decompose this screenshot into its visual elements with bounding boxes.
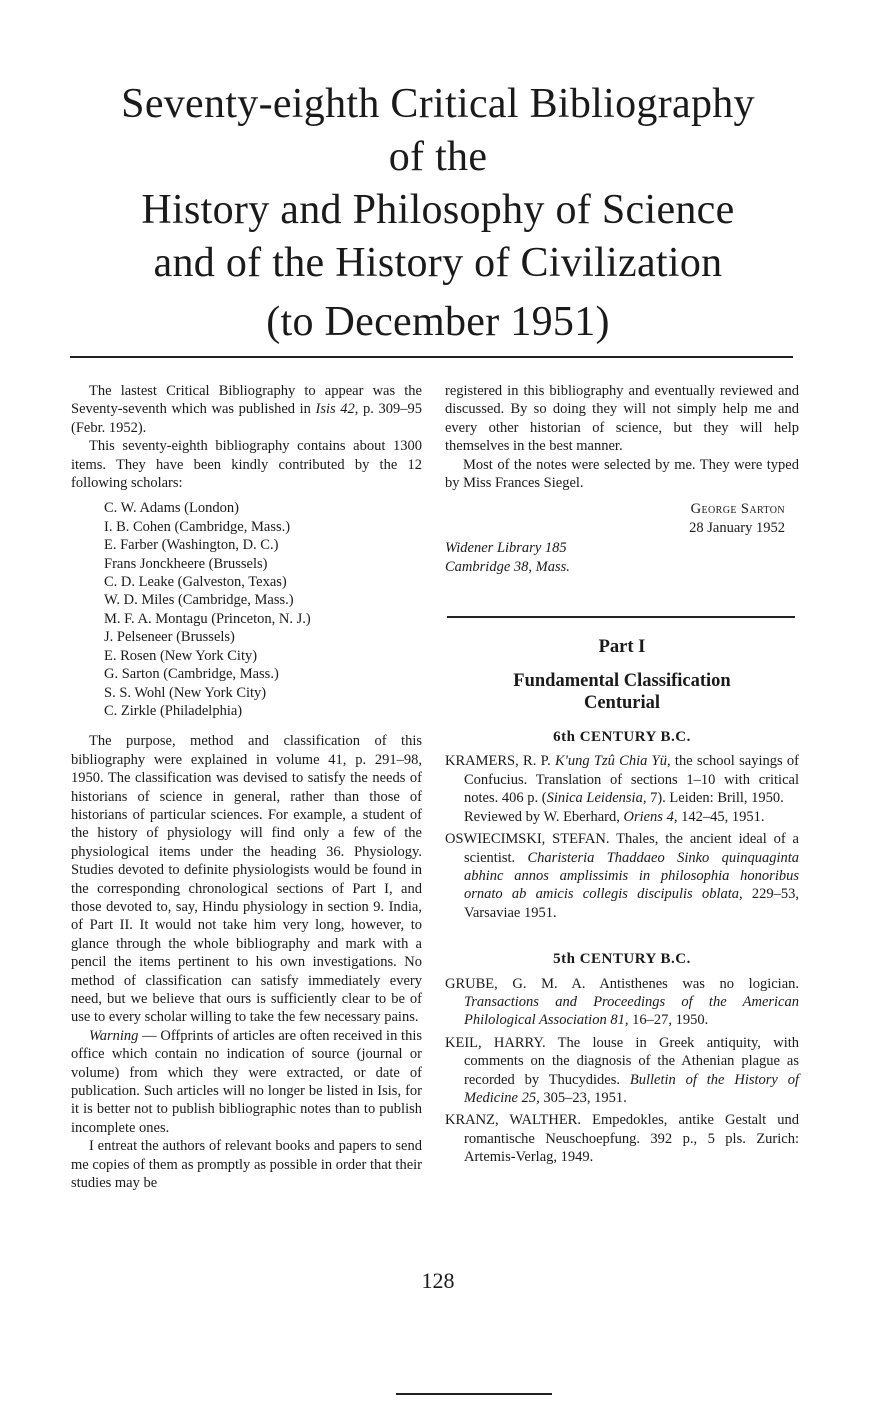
- contributor-item: C. W. Adams (London): [104, 500, 239, 517]
- contributor-item: E. Farber (Washington, D. C.): [104, 537, 279, 554]
- century-heading: 6th CENTURY B.C.: [553, 729, 691, 746]
- intro-paragraph-6: Most of the notes were selected by me. They were typed by Miss Frances Siegel.: [445, 456, 799, 492]
- intro-paragraph-4: [71, 1027, 422, 1137]
- signature-name: George Sarton: [690, 501, 785, 518]
- contributor-item: Frans Jonckheere (Brussels): [104, 555, 268, 572]
- entry-text: the school sayings of Confucius. Translation of sections 1–10 with critical notes. 406 p. (: [464, 753, 800, 807]
- entry-author: OSWIECIMSKI, STEFAN.: [445, 831, 610, 848]
- entry-author: KRAMERS, R. P.: [445, 753, 551, 770]
- title-line-4: and of the History of Civilization: [153, 240, 723, 286]
- right-column: [445, 382, 799, 1167]
- warning-text: — Offprints of articles are often received in this office which contain no indication of source (journal or volume) from which they were extracted, or date of publication. Such articles will no longer be listed in Isis, for it is better not to publish bibliographic notes than to publish incomplete ones.: [71, 1027, 422, 1136]
- contributor-item: C. Zirkle (Philadelphia): [104, 702, 243, 719]
- entry-author: KEIL, HARRY.: [445, 1034, 546, 1051]
- contributor-list: [71, 499, 422, 720]
- entry-text-2: 305–23, 1951.: [539, 1089, 627, 1106]
- contributor-item: I. B. Cohen (Cambridge, Mass.): [104, 518, 291, 535]
- entry-text-2: 7). Leiden: Brill, 1950.: [646, 790, 784, 807]
- contributor-item: J. Pelseneer (Brussels): [104, 629, 235, 646]
- title-line-1: Seventy-eighth Critical Bibliography: [121, 81, 755, 127]
- intro-paragraph-1: [71, 382, 422, 437]
- century-heading: 5th CENTURY B.C.: [553, 951, 691, 968]
- classification-line-1: Fundamental Classification: [513, 671, 731, 692]
- entry-author: GRUBE, G. M. A.: [445, 975, 586, 992]
- warning-label: Warning: [89, 1027, 139, 1044]
- contributor-item: S. S. Wohl (New York City): [104, 684, 267, 701]
- footer-rule: [396, 1393, 552, 1395]
- signature: [445, 500, 799, 537]
- contributor-item: G. Sarton (Cambridge, Mass.): [104, 666, 279, 683]
- entry-text-2: 229–53, Varsaviae 1951.: [464, 886, 799, 921]
- bibliography-title: [60, 78, 816, 349]
- entry-author: KRANZ, WALTHER.: [445, 1112, 581, 1129]
- intro-paragraph-5-continued: registered in this bibliography and eventually reviewed and discussed. By so doing they will not simply help me and every other historian of science, but they will help themselves in the best manner.: [445, 383, 799, 455]
- address-line-1: Widener Library 185: [445, 540, 567, 557]
- left-column: [71, 382, 422, 1192]
- intro-paragraph-2: This seventy-eighth bibliography contains about 1300 items. They have been kindly contributed by the 12 following scholars:: [71, 438, 422, 492]
- bibliography-entry: [445, 830, 799, 922]
- entry-title: Transactions and Proceedings of the American Philological Association 81,: [464, 993, 799, 1029]
- classification-line-2: Centurial: [583, 693, 661, 714]
- bibliography-entry: [445, 752, 799, 826]
- contributor-item: M. F. A. Montagu (Princeton, N. J.): [104, 610, 311, 627]
- intro-paragraph-5: I entreat the authors of relevant books and papers to send me copies of them as promptly as possible in order that their studies may be: [71, 1138, 422, 1192]
- title-divider: [70, 356, 793, 358]
- section-divider: [447, 616, 795, 618]
- page-number: 128: [421, 1268, 455, 1293]
- part-title: Part I: [598, 637, 646, 658]
- entry-text: Empedokles, antike Gestalt und romantische Neuschoepfung. 392 p., 5 pls. Zurich: Artemis-Verlag, 1949.: [464, 1112, 799, 1166]
- contributor-item: C. D. Leake (Galveston, Texas): [104, 574, 287, 591]
- entry-text: The louse in Greek antiquity, with comments on the diagnosis of the Athenian plague as recorded by Thucydides.: [464, 1034, 799, 1088]
- address: [445, 539, 799, 576]
- classification-title: [445, 670, 799, 714]
- contributor-item: E. Rosen (New York City): [104, 647, 258, 664]
- bibliography-entry: [445, 1034, 799, 1108]
- bibliography-entry: [445, 975, 799, 1030]
- title-line-3: History and Philosophy of Science: [141, 187, 735, 233]
- signature-date: 28 January 1952: [689, 519, 785, 536]
- bibliography-entry: [445, 1111, 799, 1166]
- title-line-5: (to December 1951): [266, 299, 610, 345]
- intro-paragraph-3: The purpose, method and classification of this bibliography were explained in volume 41, p. 291–98, 1950. The classification was devised to satisfy the needs of historians of science in general, rather than those of historians of particular sciences. For example, a student of the history of physiology will find only a few of the physiological items under the heading 36. Physiology. Studies devoted to definite physiologists would be found in the corresponding chronological sections of Part I, and those devoted to, say, Hindu physiology in section 9. India, of Part II. It would not take him very long, however, to glance through the whole bibliography and mark with a pencil the items pertinent to his own investigations. No method of classification can satisfy immediately every need, but we believe that ours is sufficiently clear to be of use to every scholar willing to take the few necessary pains.: [71, 733, 422, 1026]
- entry-text: Thales, the ancient ideal of a scientist.: [464, 831, 799, 866]
- contributor-item: W. D. Miles (Cambridge, Mass.): [104, 592, 294, 609]
- intro-p1-text: The lastest Critical Bibliography to appear was the Seventy-seventh which was published in Isis 42, p. 309–95 (Febr. 1952).: [71, 383, 422, 436]
- entry-title: K'ung Tzû Chia Yü,: [555, 753, 671, 770]
- entry-text: Antisthenes was no logician.: [585, 975, 799, 992]
- address-line-2: Cambridge 38, Mass.: [445, 558, 570, 575]
- entry-series: Sinica Leidensia,: [546, 790, 647, 807]
- entry-review-note: Reviewed by W. Eberhard, Oriens 4, 142–45, 1951.: [464, 808, 765, 825]
- entry-title: Charisteria Thaddaeo Sinko quinquaginta abhinc annos amplissimis in philosophia honoribus ornato ab amicis collegis discipulis oblata,: [464, 849, 800, 903]
- title-line-2: of the: [388, 134, 488, 180]
- entry-title: Bulletin of the History of Medicine 25,: [464, 1071, 799, 1106]
- entry-text-2: 16–27, 1950.: [628, 1012, 709, 1029]
